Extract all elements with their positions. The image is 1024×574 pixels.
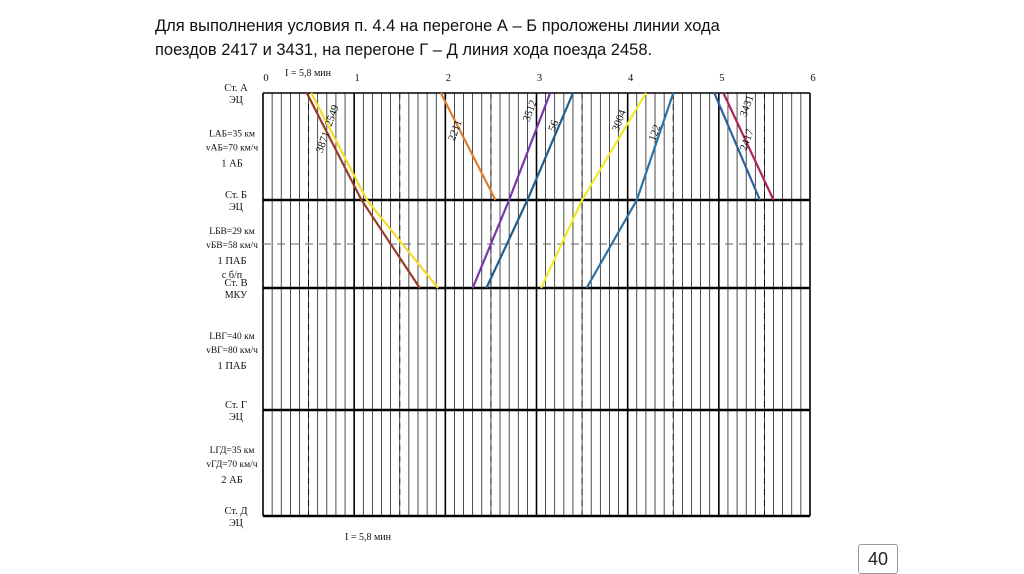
- hour-label: 2: [445, 73, 451, 84]
- haul-system: 1 ПАБ: [217, 256, 247, 267]
- page-number: 40: [858, 544, 898, 574]
- train-label-3512: 3512: [520, 98, 540, 124]
- interval-label-top: I = 5,8 мин: [285, 68, 332, 79]
- station-name: Ст. Б: [225, 190, 247, 201]
- hour-label: 6: [810, 73, 816, 84]
- hour-label: 4: [628, 73, 634, 84]
- train-label-56: 56: [546, 118, 562, 134]
- haul-length: LАБ=35 км: [209, 129, 255, 140]
- station-name: Ст. Г: [225, 400, 247, 411]
- train-line-122: [587, 93, 674, 288]
- haul-speed: vАБ=70 км/ч: [205, 143, 259, 154]
- haul-length: LГД=35 км: [209, 446, 255, 456]
- slide-title-line-1: Для выполнения условия п. 4.4 на перегоне А – Б проложены линии хода: [155, 17, 720, 35]
- train-label-3871: 3871: [313, 129, 333, 155]
- station-device: ЭЦ: [229, 518, 243, 529]
- hour-label: 3: [536, 73, 543, 84]
- station-name: Ст. Д: [224, 506, 248, 517]
- hour-label: 0: [263, 73, 269, 84]
- haul-system: 2 АБ: [221, 475, 243, 486]
- station-name: Ст. В: [224, 278, 248, 289]
- haul-speed: vВГ=80 км/ч: [206, 346, 258, 356]
- slide-title-line-2: поездов 2417 и 3431, на перегоне Г – Д линия хода поезда 2458.: [155, 41, 653, 59]
- station-device: ЭЦ: [229, 202, 243, 213]
- haul-length: LБВ=29 км: [209, 227, 255, 237]
- graph-labels: [206, 68, 816, 543]
- train-paths: [307, 93, 774, 288]
- train-label-2549: 2549: [322, 103, 342, 129]
- train-label-3431: 3431: [737, 93, 757, 119]
- station-name: Ст. А: [224, 83, 248, 94]
- train-line-3512: [473, 93, 551, 288]
- train-label-2211: 2211: [445, 118, 465, 143]
- train-label-122: 122: [646, 123, 664, 143]
- train-label-3004: 3004: [610, 108, 629, 134]
- haul-system: 1 АБ: [221, 158, 243, 170]
- station-device: ЭЦ: [229, 95, 243, 106]
- haul-speed: vГД=70 км/ч: [206, 460, 258, 470]
- station-device: ЭЦ: [229, 412, 243, 423]
- station-device: МКУ: [224, 290, 248, 301]
- haul-speed: vБВ=58 км/ч: [206, 241, 258, 251]
- interval-label-bottom: I = 5,8 мин: [345, 532, 392, 543]
- train-line-2211: [441, 93, 496, 200]
- hour-label: 1: [354, 73, 360, 84]
- haul-system: 1 ПАБ: [217, 361, 247, 372]
- haul-note: с б/п: [221, 270, 243, 281]
- haul-length: LВГ=40 км: [209, 332, 255, 342]
- hour-label: 5: [719, 73, 725, 84]
- train-label-2417: 2417: [737, 127, 757, 153]
